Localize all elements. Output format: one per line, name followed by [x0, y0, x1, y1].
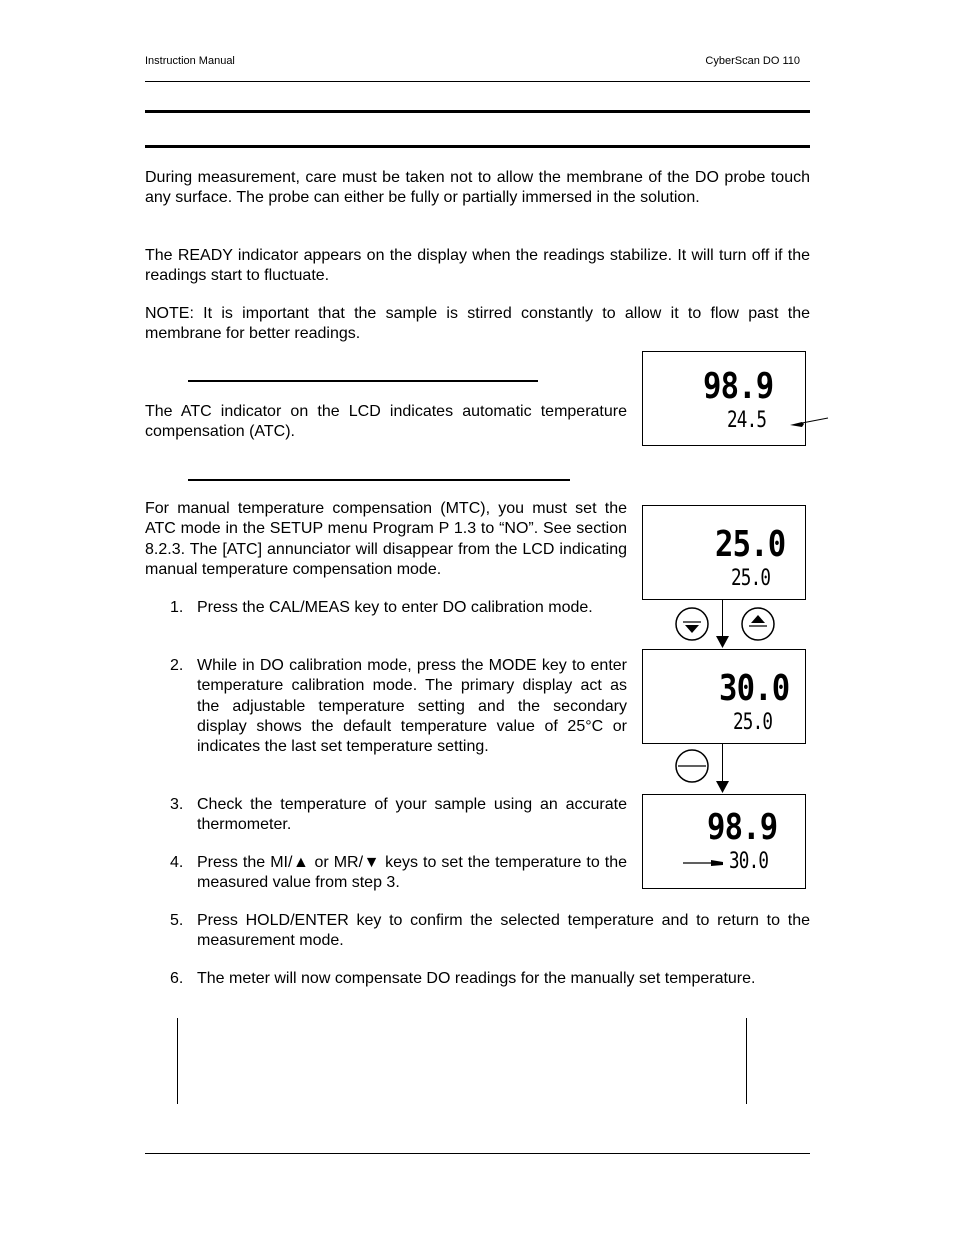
intro-paragraph-3: NOTE: It is important that the sample is stirred constantly to allow it to flow past the membrane for better readings. — [145, 305, 810, 343]
up-key-icon — [740, 606, 776, 642]
lcd-primary-reading: 30.0 — [719, 668, 790, 709]
down-key-icon — [674, 606, 710, 642]
enter-key-icon — [674, 748, 710, 784]
lcd-secondary-reading: 25.0 — [731, 566, 771, 591]
section-rule-top — [145, 110, 810, 113]
atc-paragraph: The ATC indicator on the LCD indicates automatic temperature compensation (ATC). — [145, 403, 627, 441]
lcd-atc-display — [642, 351, 806, 446]
atc-heading-rule — [188, 380, 538, 382]
lcd-secondary-reading: 30.0 — [729, 849, 769, 874]
note-box-left-border — [177, 1018, 178, 1104]
intro-paragraph-1: During measurement, care must be taken not to allow the membrane of the DO probe touch any surface. The probe can either be fully or partially immersed in the solution. — [145, 169, 810, 207]
mtc-heading-rule — [188, 479, 570, 481]
intro-paragraph-2: The READY indicator appears on the display when the readings stabilize. It will turn off if the readings start to fluctuate. — [145, 247, 810, 285]
pointer-icon — [683, 857, 725, 869]
mtc-paragraph: For manual temperature compensation (MTC), you must set the ATC mode in the SETUP menu Program P 1.3 to “NO”. See section 8.2.3. The [ATC] annunciator will disappear from the LCD indicating manual temperature compensation mode. — [145, 500, 627, 578]
header-rule — [145, 81, 810, 82]
lcd-mtc-step1 — [642, 505, 806, 600]
section-rule-bottom — [145, 145, 810, 148]
lcd-primary-reading: 98.9 — [703, 366, 774, 407]
note-box-right-border — [746, 1018, 747, 1104]
lcd-secondary-reading: 24.5 — [727, 408, 767, 433]
lcd-primary-reading: 98.9 — [707, 807, 778, 848]
atc-pointer-icon — [784, 412, 830, 434]
flow-arrow-line — [722, 744, 723, 785]
flow-arrow-line — [722, 600, 723, 640]
arrow-down-icon — [716, 636, 729, 648]
arrow-down-icon — [716, 781, 729, 793]
lcd-mtc-step2 — [642, 649, 806, 744]
footer-rule — [145, 1153, 810, 1154]
lcd-mtc-step3 — [642, 794, 806, 889]
header-left: Instruction Manual — [145, 55, 235, 67]
lcd-primary-reading: 25.0 — [715, 524, 786, 565]
lcd-secondary-reading: 25.0 — [733, 710, 773, 735]
header-right: CyberScan DO 110 — [705, 55, 800, 67]
